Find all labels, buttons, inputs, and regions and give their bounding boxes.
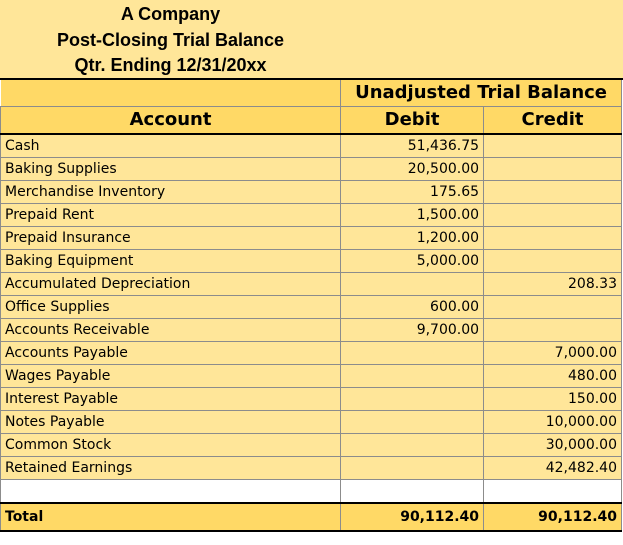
- account-cell[interactable]: Cash: [1, 134, 341, 157]
- debit-cell[interactable]: [341, 272, 484, 295]
- account-cell[interactable]: Interest Payable: [1, 387, 341, 410]
- total-label-cell[interactable]: Total: [1, 503, 341, 531]
- company-name: A Company: [120, 4, 221, 24]
- debit-cell[interactable]: 1,500.00: [341, 203, 484, 226]
- debit-cell[interactable]: 9,700.00: [341, 318, 484, 341]
- credit-cell[interactable]: 480.00: [484, 364, 622, 387]
- table-row: [1, 387, 622, 410]
- credit-cell[interactable]: 30,000.00: [484, 433, 622, 456]
- total-credit-cell[interactable]: 90,112.40: [484, 503, 622, 531]
- table-row: [1, 341, 622, 364]
- account-cell[interactable]: Retained Earnings: [1, 456, 341, 479]
- debit-cell[interactable]: [341, 387, 484, 410]
- column-header-row: [1, 106, 622, 134]
- account-cell[interactable]: Common Stock: [1, 433, 341, 456]
- table-row: [1, 295, 622, 318]
- credit-cell[interactable]: [484, 295, 622, 318]
- account-cell[interactable]: Accounts Receivable: [1, 318, 341, 341]
- credit-cell[interactable]: 10,000.00: [484, 410, 622, 433]
- credit-cell[interactable]: [484, 249, 622, 272]
- account-cell[interactable]: Baking Equipment: [1, 249, 341, 272]
- account-cell[interactable]: Notes Payable: [1, 410, 341, 433]
- debit-cell[interactable]: [341, 341, 484, 364]
- debit-cell[interactable]: 51,436.75: [341, 134, 484, 157]
- credit-cell[interactable]: [484, 226, 622, 249]
- debit-cell[interactable]: [341, 433, 484, 456]
- credit-cell[interactable]: [484, 180, 622, 203]
- group-header-blank-cell[interactable]: [1, 80, 341, 106]
- credit-cell[interactable]: [484, 318, 622, 341]
- empty-cell[interactable]: [1, 479, 341, 503]
- empty-cell[interactable]: [341, 479, 484, 503]
- credit-cell[interactable]: 150.00: [484, 387, 622, 410]
- debit-cell[interactable]: 600.00: [341, 295, 484, 318]
- credit-cell[interactable]: [484, 134, 622, 157]
- report-title: Post-Closing Trial Balance: [56, 30, 285, 50]
- credit-cell[interactable]: [484, 157, 622, 180]
- table-row: [1, 134, 622, 157]
- table-row: [1, 180, 622, 203]
- account-cell[interactable]: Prepaid Rent: [1, 203, 341, 226]
- debit-cell[interactable]: 20,500.00: [341, 157, 484, 180]
- column-header-debit[interactable]: Debit: [341, 106, 484, 134]
- debit-cell[interactable]: 5,000.00: [341, 249, 484, 272]
- table-row: [1, 272, 622, 295]
- debit-cell[interactable]: 175.65: [341, 180, 484, 203]
- credit-cell[interactable]: 208.33: [484, 272, 622, 295]
- debit-cell[interactable]: [341, 456, 484, 479]
- report-header: [0, 0, 623, 80]
- table-row: [1, 410, 622, 433]
- debit-cell[interactable]: [341, 364, 484, 387]
- account-cell[interactable]: Merchandise Inventory: [1, 180, 341, 203]
- empty-row: [1, 479, 622, 503]
- report-period: Qtr. Ending 12/31/20xx: [74, 55, 267, 75]
- table-row: [1, 249, 622, 272]
- account-cell[interactable]: Accumulated Depreciation: [1, 272, 341, 295]
- group-header-row: [1, 80, 622, 106]
- table-row: [1, 364, 622, 387]
- table-row: [1, 318, 622, 341]
- total-debit-cell[interactable]: 90,112.40: [341, 503, 484, 531]
- table-row: [1, 157, 622, 180]
- empty-cell[interactable]: [484, 479, 622, 503]
- debit-cell[interactable]: [341, 410, 484, 433]
- account-cell[interactable]: Prepaid Insurance: [1, 226, 341, 249]
- total-row: [1, 503, 622, 531]
- table-row: [1, 433, 622, 456]
- credit-cell[interactable]: 7,000.00: [484, 341, 622, 364]
- credit-cell[interactable]: 42,482.40: [484, 456, 622, 479]
- account-cell[interactable]: Baking Supplies: [1, 157, 341, 180]
- table-row: [1, 456, 622, 479]
- account-cell[interactable]: Accounts Payable: [1, 341, 341, 364]
- credit-cell[interactable]: [484, 203, 622, 226]
- column-header-credit[interactable]: Credit: [484, 106, 622, 134]
- trial-balance-table: [0, 80, 622, 532]
- column-header-account[interactable]: Account: [1, 106, 341, 134]
- table-row: [1, 203, 622, 226]
- table-row: [1, 226, 622, 249]
- group-header-label[interactable]: Unadjusted Trial Balance: [341, 80, 622, 106]
- debit-cell[interactable]: 1,200.00: [341, 226, 484, 249]
- account-cell[interactable]: Office Supplies: [1, 295, 341, 318]
- account-cell[interactable]: Wages Payable: [1, 364, 341, 387]
